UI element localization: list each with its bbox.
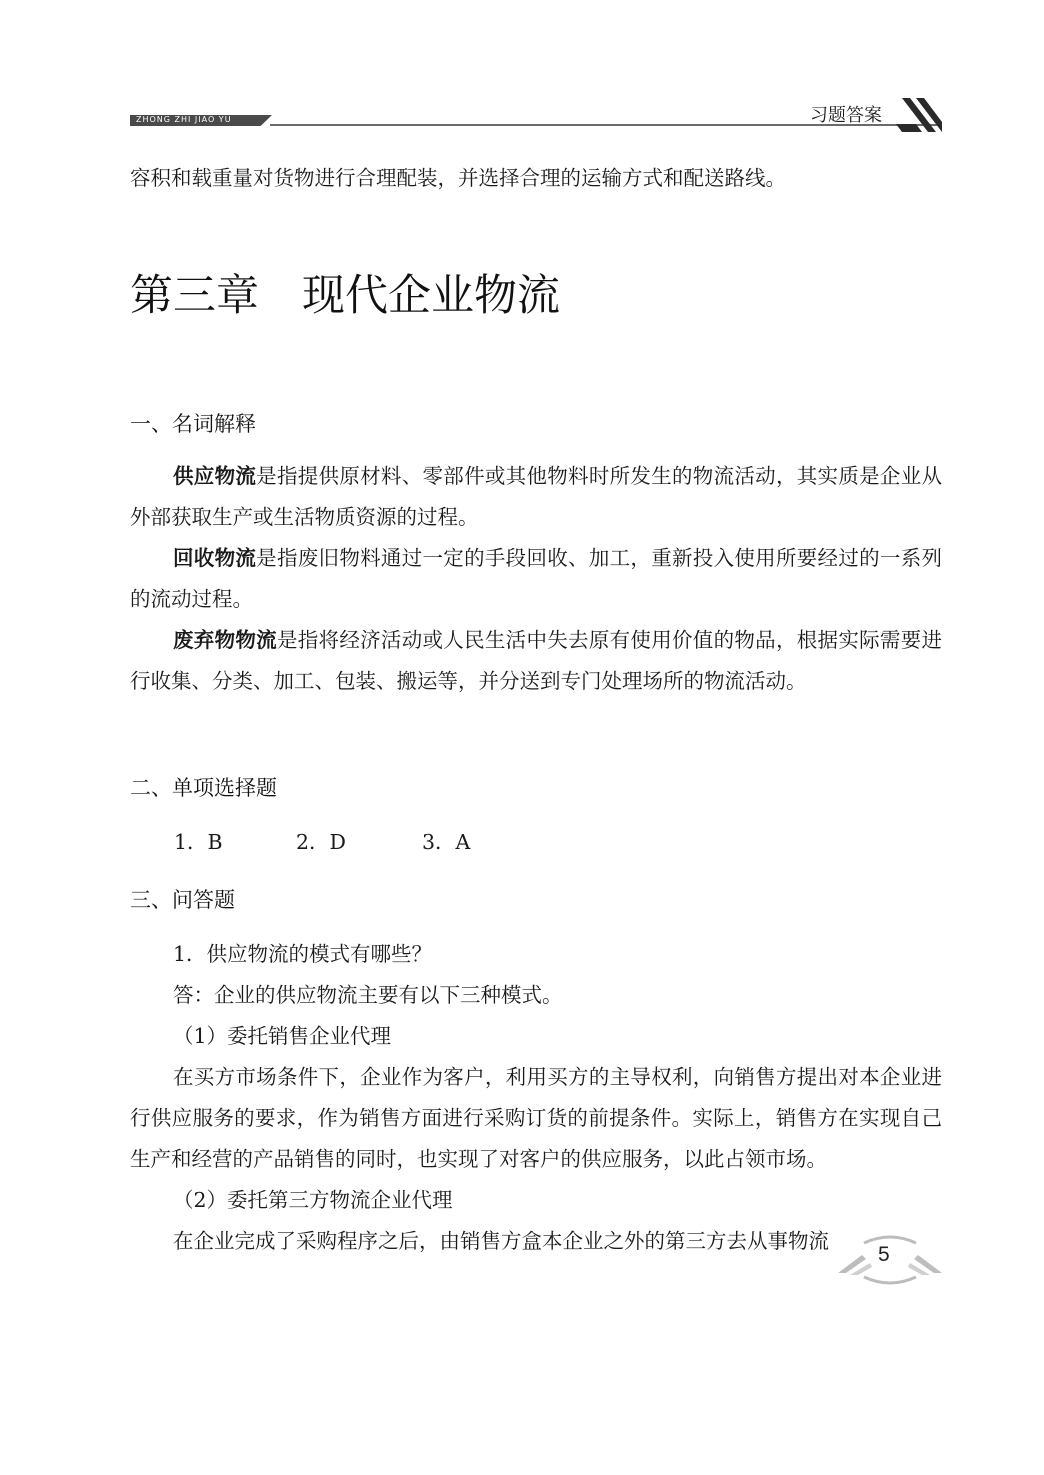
definition-item: [130, 538, 942, 620]
definitions: [130, 456, 942, 702]
section-heading-3: 三、问答题: [130, 888, 235, 912]
choice-answers: [174, 822, 470, 863]
continued-text: 容积和载重量对货物进行合理配装，并选择合理的运输方式和配送路线。: [130, 166, 786, 190]
header-title: 习题答案: [810, 105, 882, 126]
subsection-title: （2）委托第三方物流企业代理: [173, 1188, 453, 1212]
definition-item: [130, 620, 942, 702]
answer-item: 2．D: [296, 830, 346, 854]
page-number: 5: [878, 1243, 890, 1266]
definition-text: 是指提供原材料、零部件或其他物料时所发生的物流活动，其实质是企业从外部获取生产或生活物质资源的过程。: [130, 464, 943, 529]
definition-term: 供应物流: [173, 464, 257, 488]
subsection-title: （1）委托销售企业代理: [173, 1024, 392, 1048]
definition-item: [130, 456, 942, 538]
page-ornament-icon: [836, 1235, 944, 1285]
definition-text: 是指废旧物料通过一定的手段回收、加工，重新投入使用所要经过的一系列的流动过程。: [130, 546, 943, 611]
header-stripes-icon: [896, 98, 942, 132]
definition-text: 是指将经济活动或人民生活中失去原有使用价值的物品，根据实际需要进行收集、分类、加工、包装、搬运等，并分送到专门处理场所的物流活动。: [130, 628, 943, 693]
definition-term: 回收物流: [173, 546, 257, 570]
subsection-text: 在企业完成了采购程序之后，由销售方盒本企业之外的第三方去从事物流: [173, 1229, 829, 1253]
answer-item: 1．B: [174, 830, 223, 854]
answer-item: 3．A: [422, 830, 471, 854]
definition-term: 废弃物物流: [173, 628, 277, 652]
section-heading-2: 二、单项选择题: [130, 776, 277, 800]
page-number-badge: [836, 1235, 944, 1285]
answer-intro: 答：企业的供应物流主要有以下三种模式。: [173, 983, 563, 1007]
chapter-title: 第三章 现代企业物流: [130, 271, 560, 321]
subsection-text: 在买方市场条件下，企业作为客户，利用买方的主导权利，向销售方提出对本企业进行供应服务的要求，作为销售方面进行采购订货的前提条件。实际上，销售方在实现自己生产和经营的产品销售的同时，也实现了对客户的供应服务，以此占领市场。: [130, 1065, 942, 1171]
page-header: [130, 96, 942, 136]
qa-body: [130, 934, 942, 1262]
question: 1．供应物流的模式有哪些？: [173, 942, 433, 966]
section-heading-1: 一、名词解释: [130, 412, 256, 436]
header-band-text: ZHONG ZHI JIAO YU: [136, 115, 232, 124]
